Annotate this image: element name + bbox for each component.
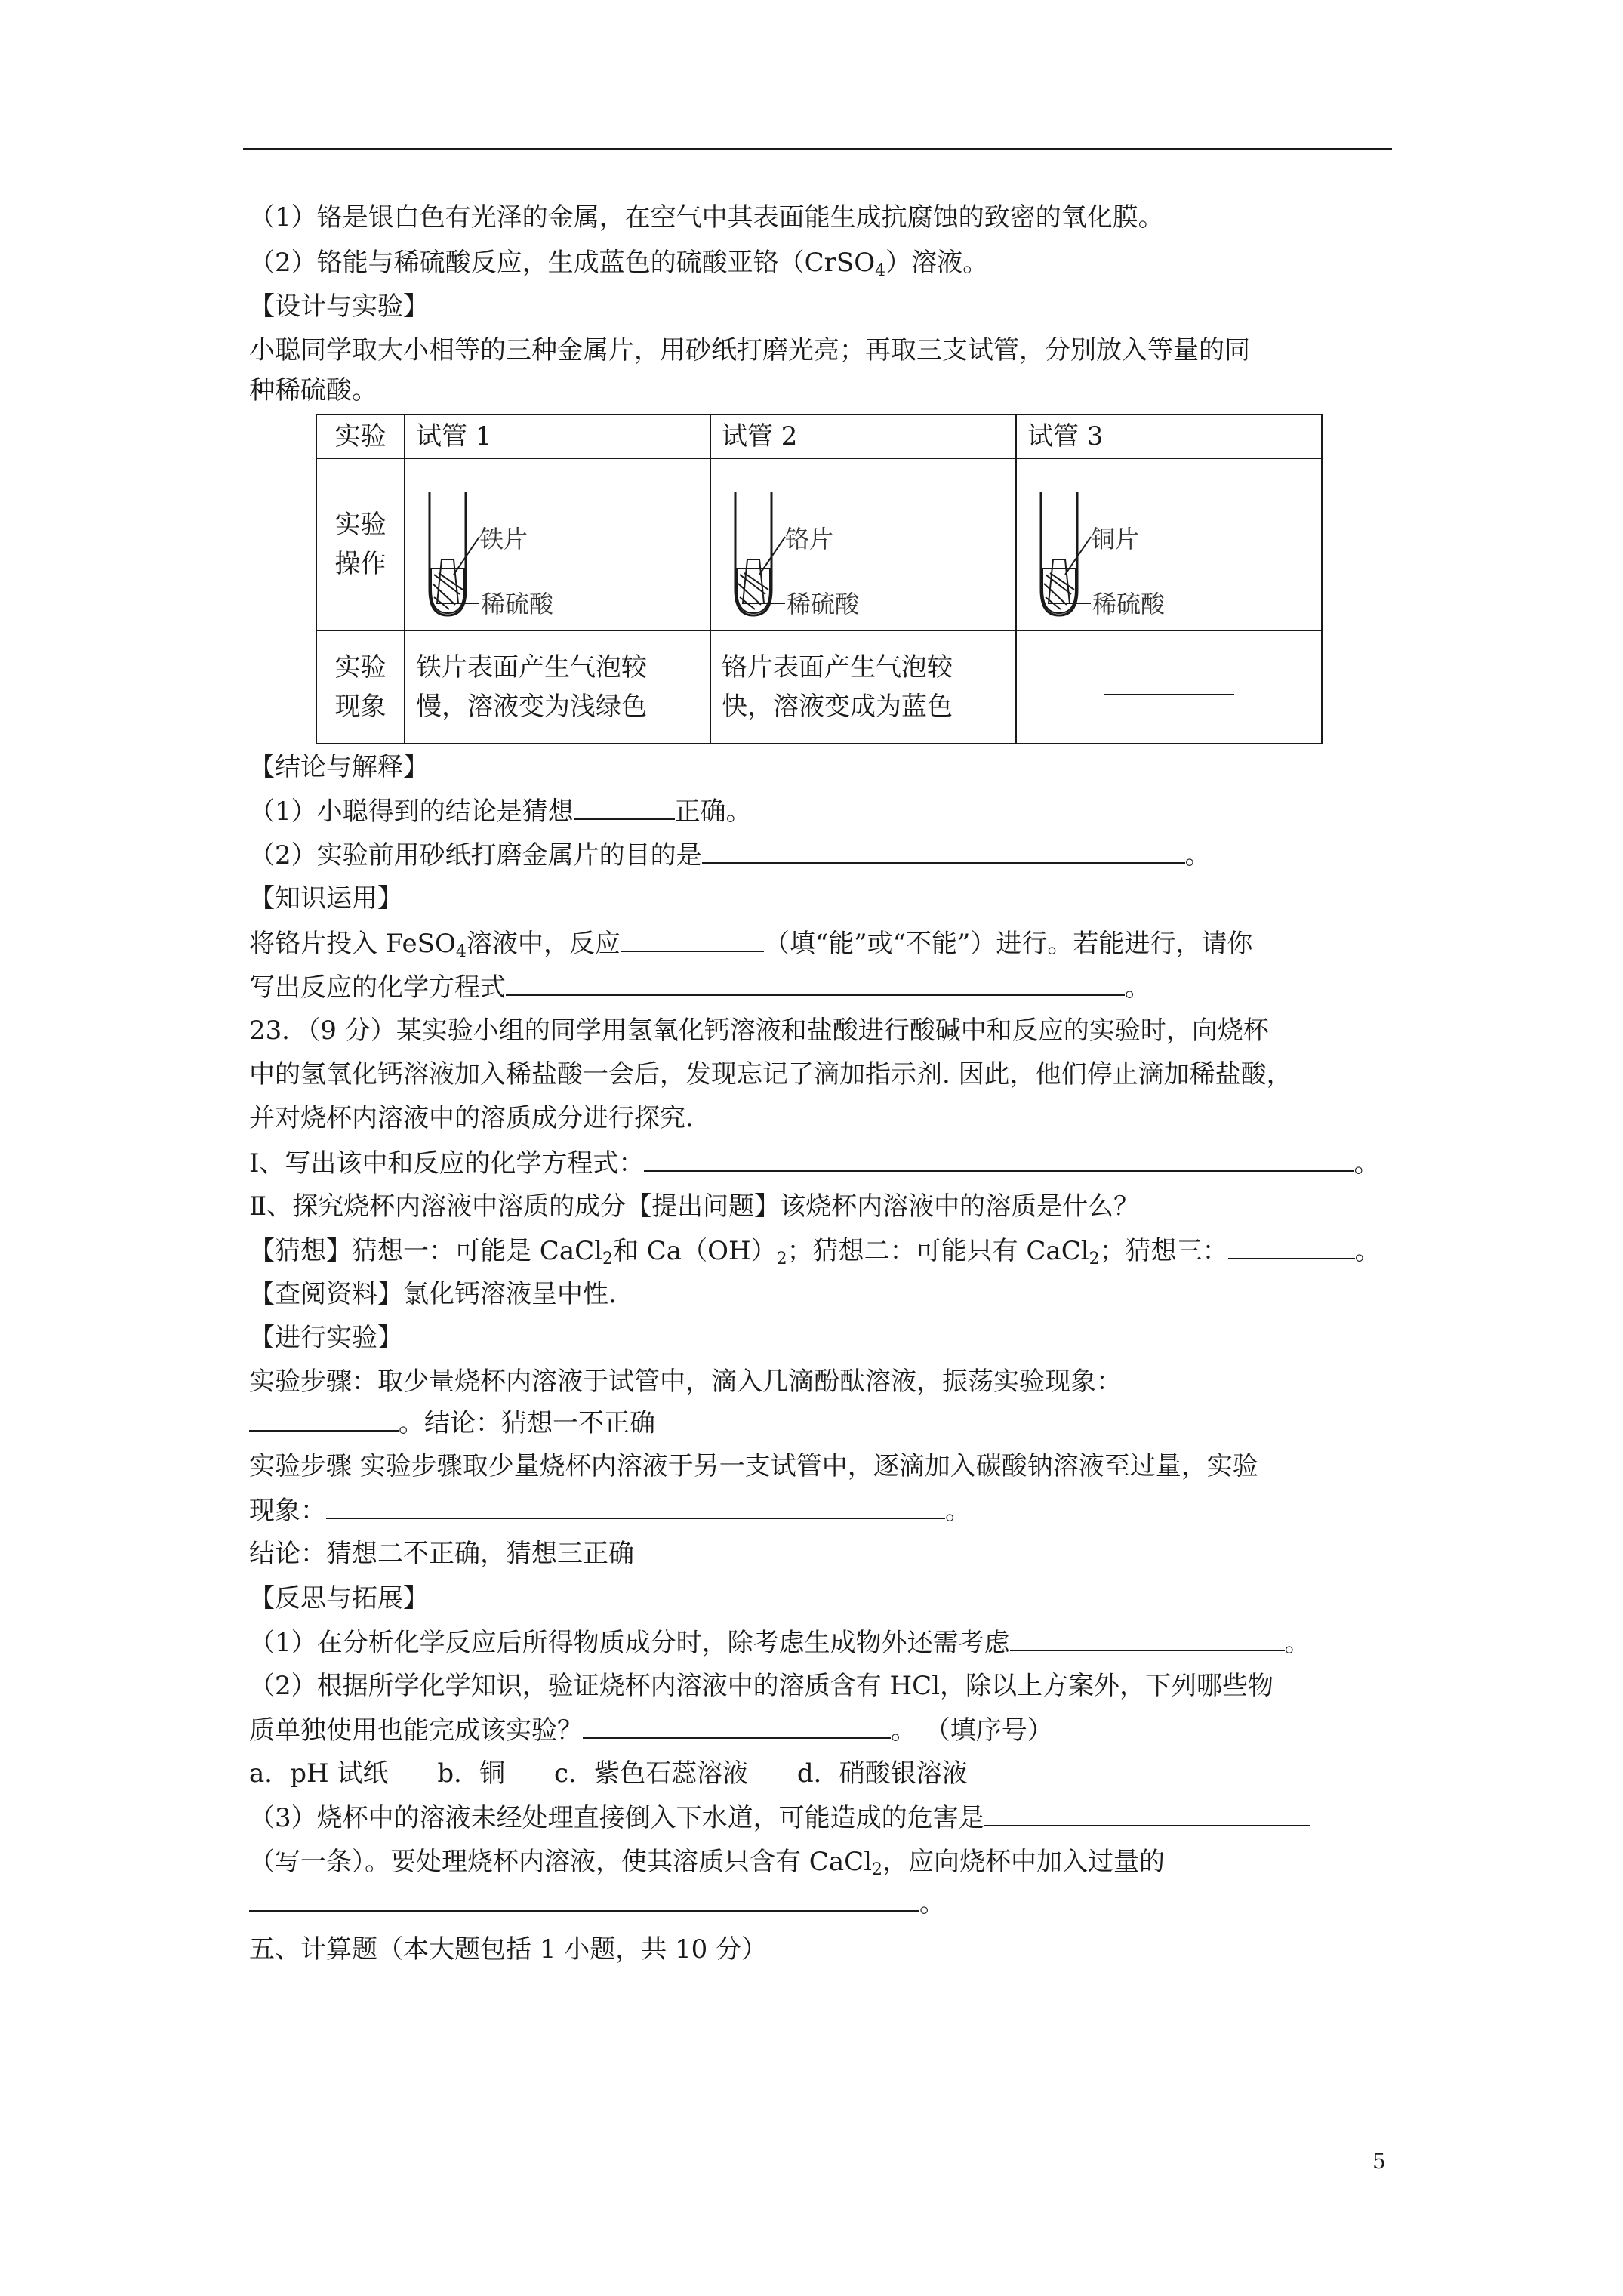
- answer-blank[interactable]: [249, 1407, 399, 1432]
- answer-blank[interactable]: [583, 1715, 891, 1739]
- observation-cell: 铬片表面产生气泡较 快，溶液变成为蓝色: [710, 630, 1016, 744]
- header-rule: [243, 148, 1392, 150]
- observation-cell: 铁片表面产生气泡较 慢，溶液变为浅绿色: [405, 630, 710, 744]
- metal-label: 铬片: [785, 525, 834, 553]
- acid-label: 稀硫酸: [787, 590, 860, 618]
- text-line: 现象： 。: [249, 1496, 971, 1526]
- text-line: 。: [249, 1888, 945, 1918]
- text-line: 种稀硫酸。: [249, 375, 377, 405]
- text-line: （1）小聪得到的结论是猜想 正确。: [249, 797, 752, 827]
- metal-label: 铁片: [479, 525, 528, 553]
- text-line: （1）在分析化学反应后所得物质成分时，除考虑生成物外还需考虑 。: [249, 1628, 1310, 1658]
- answer-blank[interactable]: [621, 928, 764, 952]
- answer-blank[interactable]: [1228, 1235, 1355, 1259]
- answer-blank[interactable]: [326, 1495, 945, 1519]
- test-tube-3-diagram: [1027, 469, 1254, 620]
- text-line: 质单独使用也能完成该实验？ 。 （填序号）: [249, 1715, 1053, 1746]
- metal-label: 铜片: [1091, 525, 1140, 553]
- table-header-cell: 试管 3: [1016, 415, 1322, 458]
- text-line: Ⅱ、探究烧杯内溶液中溶质的成分【提出问题】该烧杯内溶液中的溶质是什么？: [249, 1191, 1140, 1222]
- text-line: （2）根据所学化学知识，验证烧杯内溶液中的溶质含有 HCl，除以上方案外，下列哪些物: [249, 1671, 1273, 1701]
- answer-blank[interactable]: [1104, 692, 1234, 695]
- test-tube-1-diagram: [416, 469, 642, 620]
- text-line: （写一条）。要处理烧杯内溶液，使其溶质只含有 CaCl$_2$，应向烧杯中加入过量的: [249, 1847, 1165, 1879]
- row-label-observation: 实验 现象: [316, 630, 405, 744]
- section-heading: 【进行实验】: [249, 1323, 403, 1353]
- text-line: 结论：猜想二不正确，猜想三正确: [249, 1539, 634, 1569]
- row-label-operation: 实验 操作: [316, 458, 405, 630]
- text-line: （2）实验前用砂纸打磨金属片的目的是 。: [249, 840, 1211, 871]
- text-line: （2）铬能与稀硫酸反应，生成蓝色的硫酸亚铬（CrSO$_4$）溶液。: [249, 248, 989, 280]
- text-line: Ⅰ、写出该中和反应的化学方程式： 。: [249, 1148, 1380, 1179]
- options-line: a．pH 试纸 b．铜 c．紫色石蕊溶液 d．硝酸银溶液: [249, 1758, 968, 1789]
- answer-blank[interactable]: [1010, 1627, 1285, 1651]
- text-line: 实验步骤：取少量烧杯内溶液于试管中，滴入几滴酚酞溶液，振荡实验现象：: [249, 1367, 1122, 1397]
- test-tube-2-diagram: [722, 469, 948, 620]
- section-heading: 【反思与拓展】: [249, 1583, 429, 1613]
- text-line: 写出反应的化学方程式 。: [249, 972, 1150, 1003]
- section-heading: 【结论与解释】: [249, 752, 429, 782]
- text-line: 。结论：猜想一不正确: [249, 1407, 655, 1438]
- text-line: 中的氢氧化钙溶液加入稀盐酸一会后，发现忘记了滴加指示剂. 因此，他们停止滴加稀盐酸，: [249, 1059, 1292, 1089]
- table-header-cell: 实验: [316, 415, 405, 458]
- tube-diagram-cell: [405, 458, 710, 630]
- page-number: 5: [1372, 2149, 1386, 2174]
- text-line: （1）铬是银白色有光泽的金属，在空气中其表面能生成抗腐蚀的致密的氧化膜。: [249, 202, 1164, 233]
- text-line: 将铬片投入 FeSO$_4$溶液中，反应 （填“能”或“不能”）进行。若能进行，请你: [249, 929, 1253, 961]
- observation-blank-cell: [1016, 630, 1322, 744]
- answer-blank[interactable]: [644, 1148, 1354, 1172]
- text-line: 【猜想】猜想一：可能是 CaCl$_2$和 $Ca(OH)_2$；猜想二：可能只有 CaCl$_2$；猜想三： 。: [249, 1236, 1381, 1268]
- tube-diagram-cell: [710, 458, 1016, 630]
- text-line: （3）烧杯中的溶液未经处理直接倒入下水道，可能造成的危害是: [249, 1802, 1310, 1833]
- section-heading: 【设计与实验】: [249, 291, 429, 322]
- tube-diagram-cell: [1016, 458, 1322, 630]
- section-heading: 五、计算题（本大题包括 1 小题，共 10 分）: [249, 1934, 768, 1965]
- text-line: 实验步骤 实验步骤取少量烧杯内溶液于另一支试管中，逐滴加入碳酸钠溶液至过量，实验: [249, 1451, 1258, 1481]
- answer-blank[interactable]: [984, 1802, 1310, 1826]
- answer-blank[interactable]: [249, 1888, 919, 1912]
- table-header-cell: 试管 1: [405, 415, 710, 458]
- answer-blank[interactable]: [574, 796, 675, 820]
- answer-blank[interactable]: [506, 972, 1125, 996]
- section-heading: 【知识运用】: [249, 883, 403, 914]
- experiment-table: [316, 414, 1323, 744]
- acid-label: 稀硫酸: [481, 590, 554, 618]
- question-23: 23．（9 分）某实验小组的同学用氢氧化钙溶液和盐酸进行酸碱中和反应的实验时，向烧杯: [249, 1015, 1269, 1046]
- text-line: 并对烧杯内溶液中的溶质成分进行探究.: [249, 1103, 694, 1133]
- acid-label: 稀硫酸: [1092, 590, 1166, 618]
- text-line: 小聪同学取大小相等的三种金属片，用砂纸打磨光亮；再取三支试管，分别放入等量的同: [249, 335, 1250, 365]
- answer-blank[interactable]: [702, 840, 1185, 864]
- text-line: 【查阅资料】氯化钙溶液呈中性.: [249, 1279, 617, 1309]
- table-header-cell: 试管 2: [710, 415, 1016, 458]
